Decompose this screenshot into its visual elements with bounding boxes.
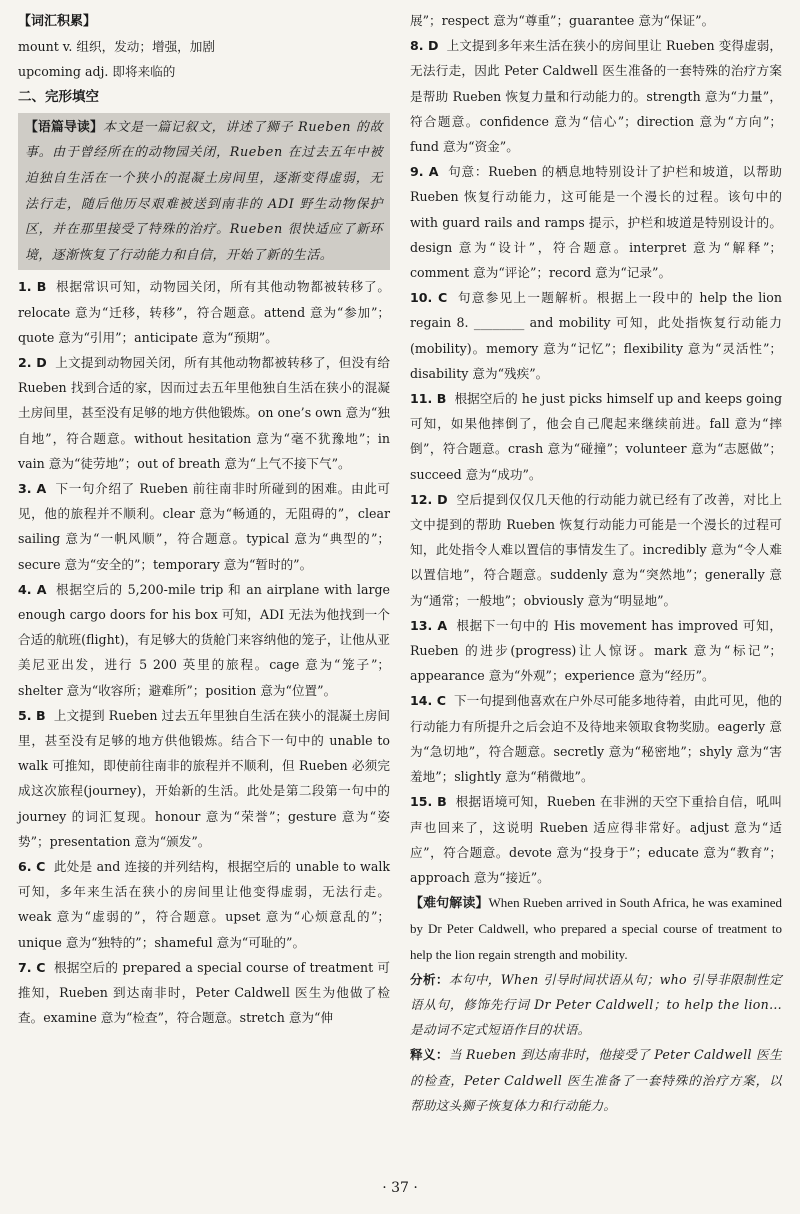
- answer-item-13: 13. A 根据下一句中的 His movement has improved 可知，Rueben 的进步(progress)让人惊讶。mark 意为“标记”；appearance 意为“外观”；experience 意为“经历”。: [410, 617, 782, 684]
- right-column: [410, 8, 782, 1118]
- difficult-sentence: [410, 890, 782, 967]
- section-heading: 二、完形填空: [18, 88, 99, 105]
- answer-item-8: 8. D 上文提到多年来生活在狭小的房间里让 Rueben 变得虚弱，无法行走，因此 Peter Caldwell 医生准备的一套特殊的治疗方案是帮助 Rueben 恢复力量和行动能力的。strength 意为“力量”，符合题意。confidence 意为“信心”；direction 意为“方向”；fund 意为“资金”。: [410, 38, 782, 155]
- left-column: [18, 8, 390, 1030]
- answer-item-9: 9. A 句意：Rueben 的栖息地特别设计了护栏和坡道，以帮助 Rueben 恢复行动能力，这可能是一个漫长的过程。该句中的 with guard rails and ramps 提示，护栏和坡道是特别设计的。design 意为“设计”，符合题意。interpret 意为“解释”；comment 意为“评论”；record 意为“记录”。: [410, 164, 782, 281]
- page-number: · 37 ·: [382, 1180, 418, 1196]
- vocab-entry-mount: mount v. 组织，发动；增强，加剧: [18, 39, 215, 55]
- answer-item-15: 15. B 根据语境可知，Rueben 在非洲的天空下重拾自信，吼叫声也回来了，这说明 Rueben 适应得非常好。adjust 意为“适应”，符合题意。devote 意为“投身于”；educate 意为“教育”；approach 意为“接近”。: [410, 794, 782, 885]
- guide-tag: 【语篇导读】: [25, 119, 103, 135]
- answer-item-7-continued: 展”；respect 意为“尊重”；guarantee 意为“保证”。: [410, 13, 715, 28]
- answer-item-1: 1. B 根据常识可知，动物园关闭，所有其他动物都被转移了。relocate 意为“迁移，转移”，符合题意。attend 意为“参加”；quote 意为“引用”；anticipate 意为“预期”。: [18, 279, 391, 345]
- translation-text: 当 Rueben 到达南非时，他接受了 Peter Caldwell 医生的检查，Peter Caldwell 医生准备了一套特殊的治疗方案，以帮助这头狮子恢复体力和行动能力。: [410, 1047, 782, 1113]
- sentence-analysis: [410, 967, 782, 1043]
- vocab-entry-upcoming: upcoming adj. 即将来临的: [18, 64, 176, 80]
- vocab-heading: 【词汇积累】: [18, 14, 97, 29]
- analysis-text: 本句中，When 引导时间状语从句；who 引导非限制性定语从句，修饰先行词 Dr Peter Caldwell；to help the lion... 是动词不定式短语作目的状语。: [410, 971, 782, 1038]
- answer-item-3: 3. A 下一句介绍了 Rueben 前往南非时所碰到的困难。由此可见，他的旅程并不顺利。clear 意为“畅通的，无阻碍的”，clear sailing 意为“一帆风顺”，符合题意。typical 意为“典型的”；secure 意为“安全的”；temporary 意为“暂时的”。: [18, 481, 390, 572]
- guide-text: 本文是一篇记叙文，讲述了狮子 Rueben 的故事。由于曾经所在的动物园关闭，Rueben 在过去五年中被迫独自生活在一个狭小的混凝土房间里，逐渐变得虚弱，无法行走，随后他历尽艰难被送到南非的 ADI 野生动物保护区，并在那里接受了特殊的治疗。Rueben 很快适应了新环境，逐渐恢复了行动能力和自信，开始了新的生活。: [25, 119, 383, 263]
- passage-guide-box: [18, 113, 390, 271]
- answer-item-10: 10. C 句意参见上一题解析。根据上一段中的 help the lion regain 8. ________ and mobility 可知，此处指恢复行动能力(mobility)。memory 意为“记忆”；flexibility 意为“灵活性”；disability 意为“残疾”。: [410, 290, 782, 381]
- answer-item-12: 12. D 空后提到仅仅几天他的行动能力就已经有了改善，对比上文中提到的帮助 Rueben 恢复行动能力可能是一个漫长的过程可知，此处指令人难以置信的事情发生了。incredibly 意为“令人难以置信地”，符合题意。suddenly 意为“突然地”；generally 意为“通常；一般地”；obviously 意为“明显地”。: [410, 491, 782, 608]
- answer-item-4: 4. A 根据空后的 5,200-mile trip 和 an airplane with large enough cargo doors for his box 可知，ADI 无法为他找到一个合适的航班(flight)，有足够大的货舱门来容纳他的笼子，让他从亚美尼亚出发，进行 5 200 英里的旅程。cage 意为“笼子”；shelter 意为“收容所；避难所”；position 意为“位置”。: [18, 581, 390, 698]
- translation-label: 释义：: [410, 1047, 449, 1063]
- answer-item-5: 5. B 上文提到 Rueben 过去五年里独自生活在狭小的混凝土房间里，甚至没有足够的地方供他锻炼。结合下一句中的 unable to walk 可推知，即使前往南非的旅程并不顺利，但 Rueben 必须完成这次旅程(journey)，开始新的生活。此处是第二段第一句中的 journey 的词汇复现。honour 意为“荣誉”；gesture 意为“姿势”；presentation 意为“颁发”。: [18, 707, 390, 849]
- answer-item-2: 2. D 上文提到动物园关闭，所有其他动物都被转移了，但没有给 Rueben 找到合适的家，因而过去五年里他独自生活在狭小的混凝土房间里，甚至没有足够的地方供他锻炼。on one’s own 意为“独自地”，符合题意。without hesitation 意为“毫不犹豫地”；in vain 意为“徒劳地”；out of breath 意为“上气不接下气”。: [18, 354, 391, 471]
- answer-item-7: 7. C 根据空后的 prepared a special course of treatment 可推知，Rueben 到达南非时，Peter Caldwell 医生为他做了检查。examine 意为“检查”，符合题意。stretch 意为“伸: [18, 959, 390, 1026]
- analysis-label: 分析：: [410, 971, 449, 987]
- difficult-sentence-tag: 【难句解读】: [410, 896, 489, 912]
- answer-item-6: 6. C 此处是 and 连接的并列结构，根据空后的 unable to walk 可知，多年来生活在狭小的房间里让他变得虚弱，无法行走。weak 意为“虚弱的”，符合题意。upset 意为“心烦意乱的”；unique 意为“独特的”；shameful 意为“可耻的”。: [18, 859, 390, 950]
- answer-item-11: 11. B 根据空后的 he just picks himself up and keeps going 可知，如果他摔倒了，他会自己爬起来继续前进。fall 意为“摔倒”，符合题意。crash 意为“碰撞”；volunteer 意为“志愿做”；succeed 意为“成功”。: [410, 391, 783, 482]
- sentence-translation: [410, 1042, 782, 1118]
- difficult-sentence-text: When Rueben arrived in South Africa, he was examined by Dr Peter Caldwell, who prepared a special course of treatment to help the lion regain strength and mobility.: [410, 895, 782, 962]
- answer-item-14: 14. C 下一句提到他喜欢在户外尽可能多地待着，由此可见，他的行动能力有所提升之后会迫不及待地来领取食物奖励。eagerly 意为“急切地”，符合题意。secretly 意为“秘密地”；shyly 意为“害羞地”；slightly 意为“稍微地”。: [410, 693, 783, 785]
